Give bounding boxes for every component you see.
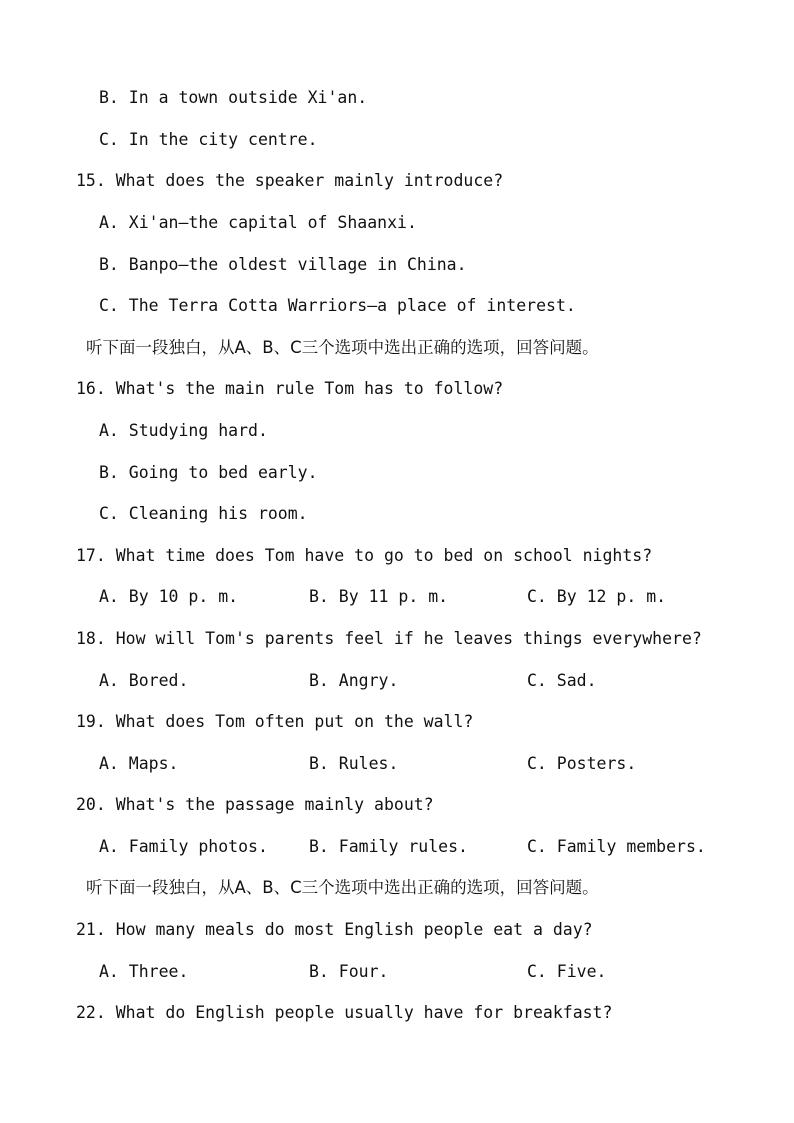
- option-20a: A. Family photos.: [99, 837, 268, 856]
- option-17a: A. By 10 p. m.: [99, 587, 239, 606]
- option-20c: C. Family members.: [527, 837, 706, 856]
- option-17c: C. By 12 p. m.: [527, 587, 667, 606]
- options-row-21: [0, 962, 794, 982]
- option-16c: C. Cleaning his room.: [99, 504, 308, 523]
- options-row-19: [0, 754, 794, 774]
- options-row-20: [0, 837, 794, 857]
- question-18: 18. How will Tom's parents feel if he leaves things everywhere?: [76, 629, 702, 648]
- question-20: 20. What's the passage mainly about?: [76, 795, 434, 814]
- option-21b: B. Four.: [309, 962, 389, 981]
- option-14b: B. In a town outside Xi'an.: [99, 88, 368, 107]
- option-19c: C. Posters.: [527, 754, 637, 773]
- question-15: 15. What does the speaker mainly introduce?: [76, 171, 504, 190]
- question-19: 19. What does Tom often put on the wall?: [76, 712, 474, 731]
- question-17: 17. What time does Tom have to go to bed on school nights?: [76, 546, 653, 565]
- option-15a: A. Xi'an—the capital of Shaanxi.: [99, 213, 417, 232]
- option-20b: B. Family rules.: [309, 837, 468, 856]
- option-16b: B. Going to bed early.: [99, 463, 318, 482]
- question-22: 22. What do English people usually have for breakfast?: [76, 1003, 613, 1022]
- option-21c: C. Five.: [527, 962, 607, 981]
- section-instruction-1: 听下面一段独白，从A、B、C三个选项中选出正确的选项，回答问题。: [86, 338, 599, 357]
- option-16a: A. Studying hard.: [99, 421, 268, 440]
- option-14c: C. In the city centre.: [99, 130, 318, 149]
- question-21: 21. How many meals do most English people eat a day?: [76, 920, 593, 939]
- options-row-17: [0, 587, 794, 607]
- option-15b: B. Banpo—the oldest village in China.: [99, 255, 467, 274]
- options-row-18: [0, 671, 794, 691]
- option-15c: C. The Terra Cotta Warriors—a place of interest.: [99, 296, 576, 315]
- option-19b: B. Rules.: [309, 754, 399, 773]
- option-17b: B. By 11 p. m.: [309, 587, 449, 606]
- question-16: 16. What's the main rule Tom has to follow?: [76, 379, 504, 398]
- option-18a: A. Bored.: [99, 671, 189, 690]
- section-instruction-2: 听下面一段独白，从A、B、C三个选项中选出正确的选项，回答问题。: [86, 878, 599, 897]
- option-19a: A. Maps.: [99, 754, 179, 773]
- option-18b: B. Angry.: [309, 671, 399, 690]
- option-21a: A. Three.: [99, 962, 189, 981]
- option-18c: C. Sad.: [527, 671, 597, 690]
